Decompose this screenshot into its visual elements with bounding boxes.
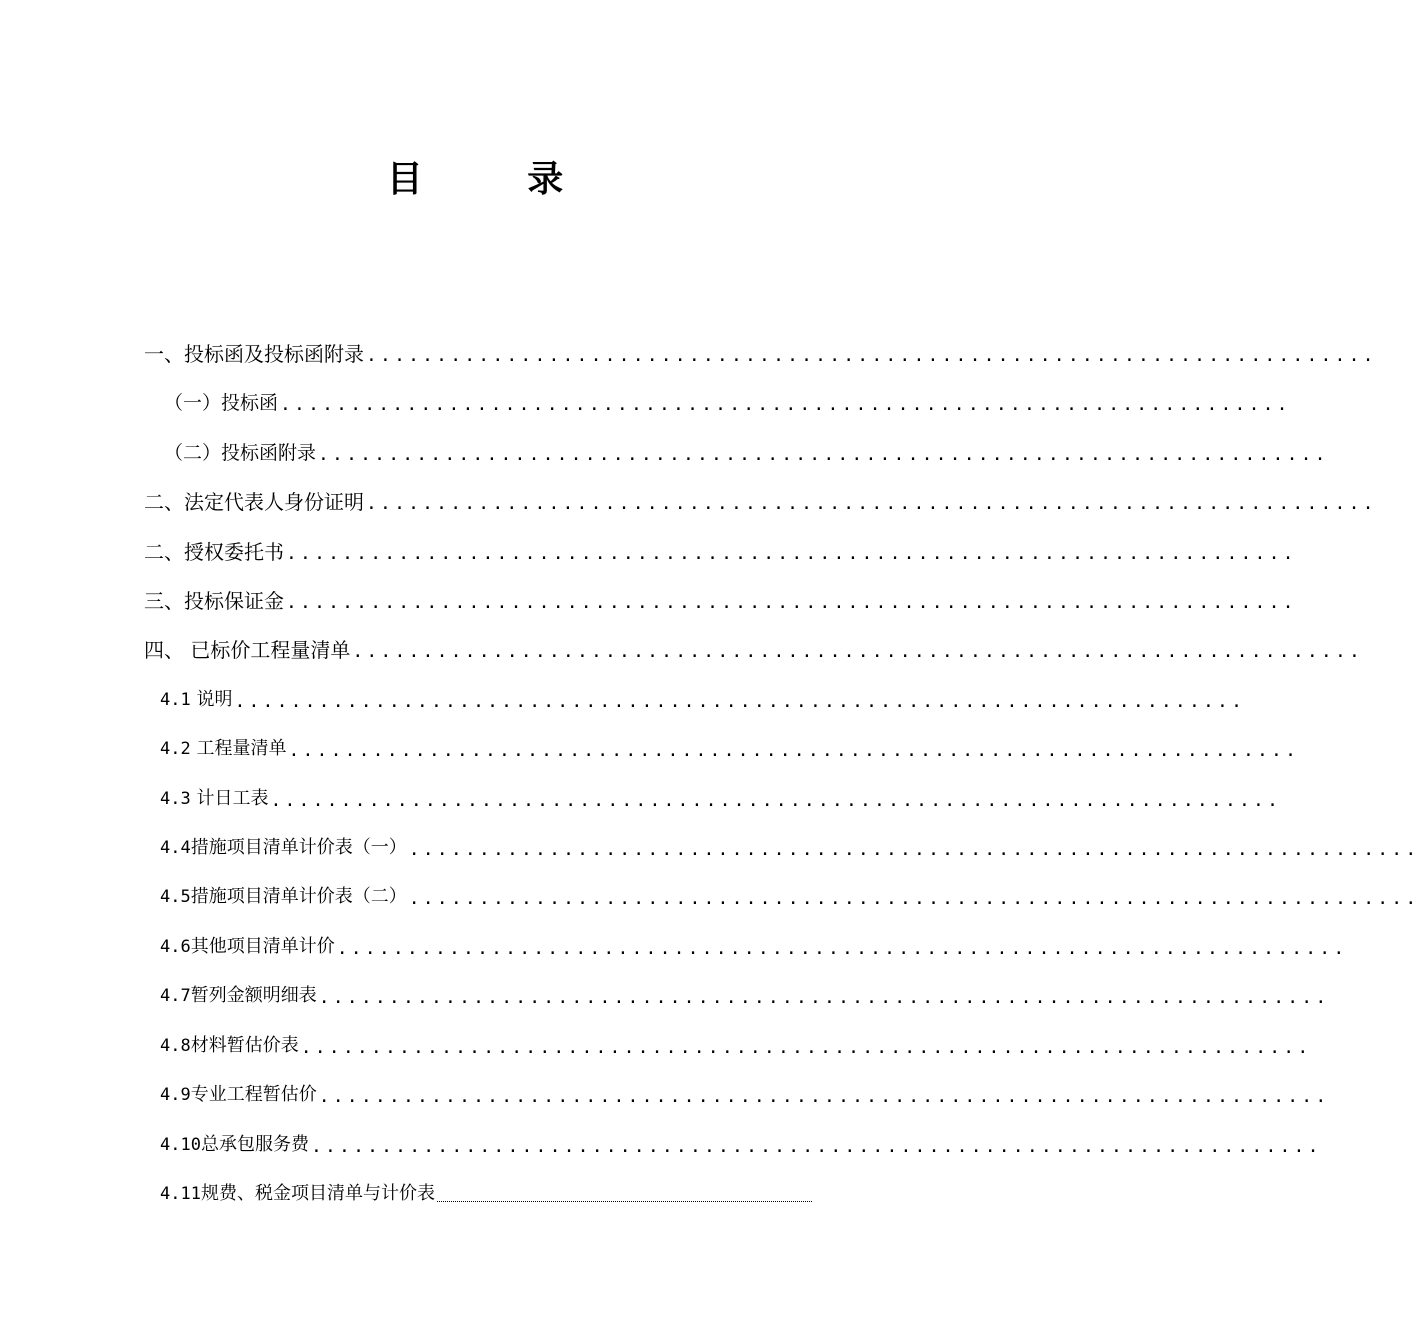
toc-entry-4-4[interactable] [160,828,1419,862]
toc-entry-label: 专业工程暂估价 [190,1084,317,1105]
toc-entry-label: 三、投标保证金 [144,589,284,613]
toc-entry-power-of-attorney[interactable] [144,532,1297,566]
toc-entry-4-9[interactable] [160,1075,1330,1109]
document-title: 目 录 [386,158,610,200]
toc-entry-number: 4.5 [160,887,191,907]
toc-entry-label: 一、投标函及投标函附录 [144,342,364,366]
toc-entry-label: 总承包服务费 [200,1134,309,1155]
toc-entry-number: 4.4 [160,838,191,858]
toc-entry-4-2[interactable] [160,729,1300,763]
toc-entry-4-3[interactable] [160,779,1282,813]
dot-leader: ........................................................................ [310,1136,1322,1157]
toc-entry-number: 4.8 [160,1036,191,1056]
toc-entry-label: （二）投标函附录 [164,442,317,464]
dot-leader: ........................................................................ [336,938,1348,959]
toc-entry-legal-representative-id[interactable] [144,482,1377,516]
dot-leader: ........................................................................ [318,1086,1330,1107]
toc-entry-label: （一）投标函 [164,392,279,414]
toc-entry-number: 4.7 [160,986,191,1006]
toc-entry-4-6[interactable] [160,927,1348,961]
toc-entry-label: 材料暂估价表 [190,1035,299,1056]
toc-entry-number: 4.1 [160,690,191,710]
dot-leader: ........................................................................ [408,888,1419,909]
toc-entry-label: 二、授权委托书 [144,540,284,564]
toc-entry-bid-bond[interactable] [144,581,1297,615]
toc-entry-4-11[interactable] [160,1174,812,1208]
toc-entry-number: 4.10 [160,1135,201,1155]
dot-leader: ........................................................................ [286,592,1297,613]
toc-entry-4-5[interactable] [160,877,1419,911]
dot-leader: ........................................................................ [408,839,1419,860]
toc-entry-label: 规费、税金项目清单与计价表 [200,1183,435,1204]
toc-entry-4-10[interactable] [160,1125,1322,1159]
toc-entry-number: 4.2 [160,739,191,759]
toc-entry-bid-letter[interactable] [164,383,1291,417]
dot-leader: ........................................................................ [280,394,1291,415]
toc-entry-label: 计日工表 [190,788,269,809]
toc-entry-number: 4.3 [160,789,191,809]
toc-entry-label: 二、法定代表人身份证明 [144,490,364,514]
toc-entry-label: 工程量清单 [190,738,287,759]
dot-leader: ........................................................................ [318,444,1329,465]
dot-leader: ........................................................................ [286,543,1297,564]
dot-leader: ........................................................................ [300,1037,1312,1058]
toc-entry-4-8[interactable] [160,1026,1312,1060]
toc-entry-label: 说明 [190,689,233,710]
dot-leader: ........................................................................ [352,641,1364,662]
toc-entry-priced-bill-of-quantities[interactable] [144,630,1364,664]
toc-entry-number: 4.6 [160,937,191,957]
toc-entry-4-1[interactable] [160,680,1246,714]
toc-entry-label: 四、 已标价工程量清单 [144,638,351,662]
toc-entry-label: 暂列金额明细表 [190,985,317,1006]
dot-leader: ........................................................................ [288,740,1300,761]
dot-leader: ........................................................................ [318,987,1330,1008]
toc-entry-label: 其他项目清单计价 [190,936,335,957]
toc-entry-bid-letter-and-appendix[interactable] [144,334,1377,368]
toc-entry-bid-letter-appendix[interactable] [164,433,1329,467]
toc-entry-label: 措施项目清单计价表（二） [190,886,407,907]
toc-entry-number: 4.9 [160,1085,191,1105]
dot-leader: ........................................................................ [234,691,1246,712]
toc-entry-label: 措施项目清单计价表（一） [190,837,407,858]
dotted-leader-line [437,1197,812,1202]
toc-entry-4-7[interactable] [160,976,1330,1010]
dot-leader: ........................................................................ [366,493,1377,514]
toc-entry-number: 4.11 [160,1184,201,1204]
dot-leader: ........................................................................ [270,790,1282,811]
dot-leader: ........................................................................ [366,345,1377,366]
